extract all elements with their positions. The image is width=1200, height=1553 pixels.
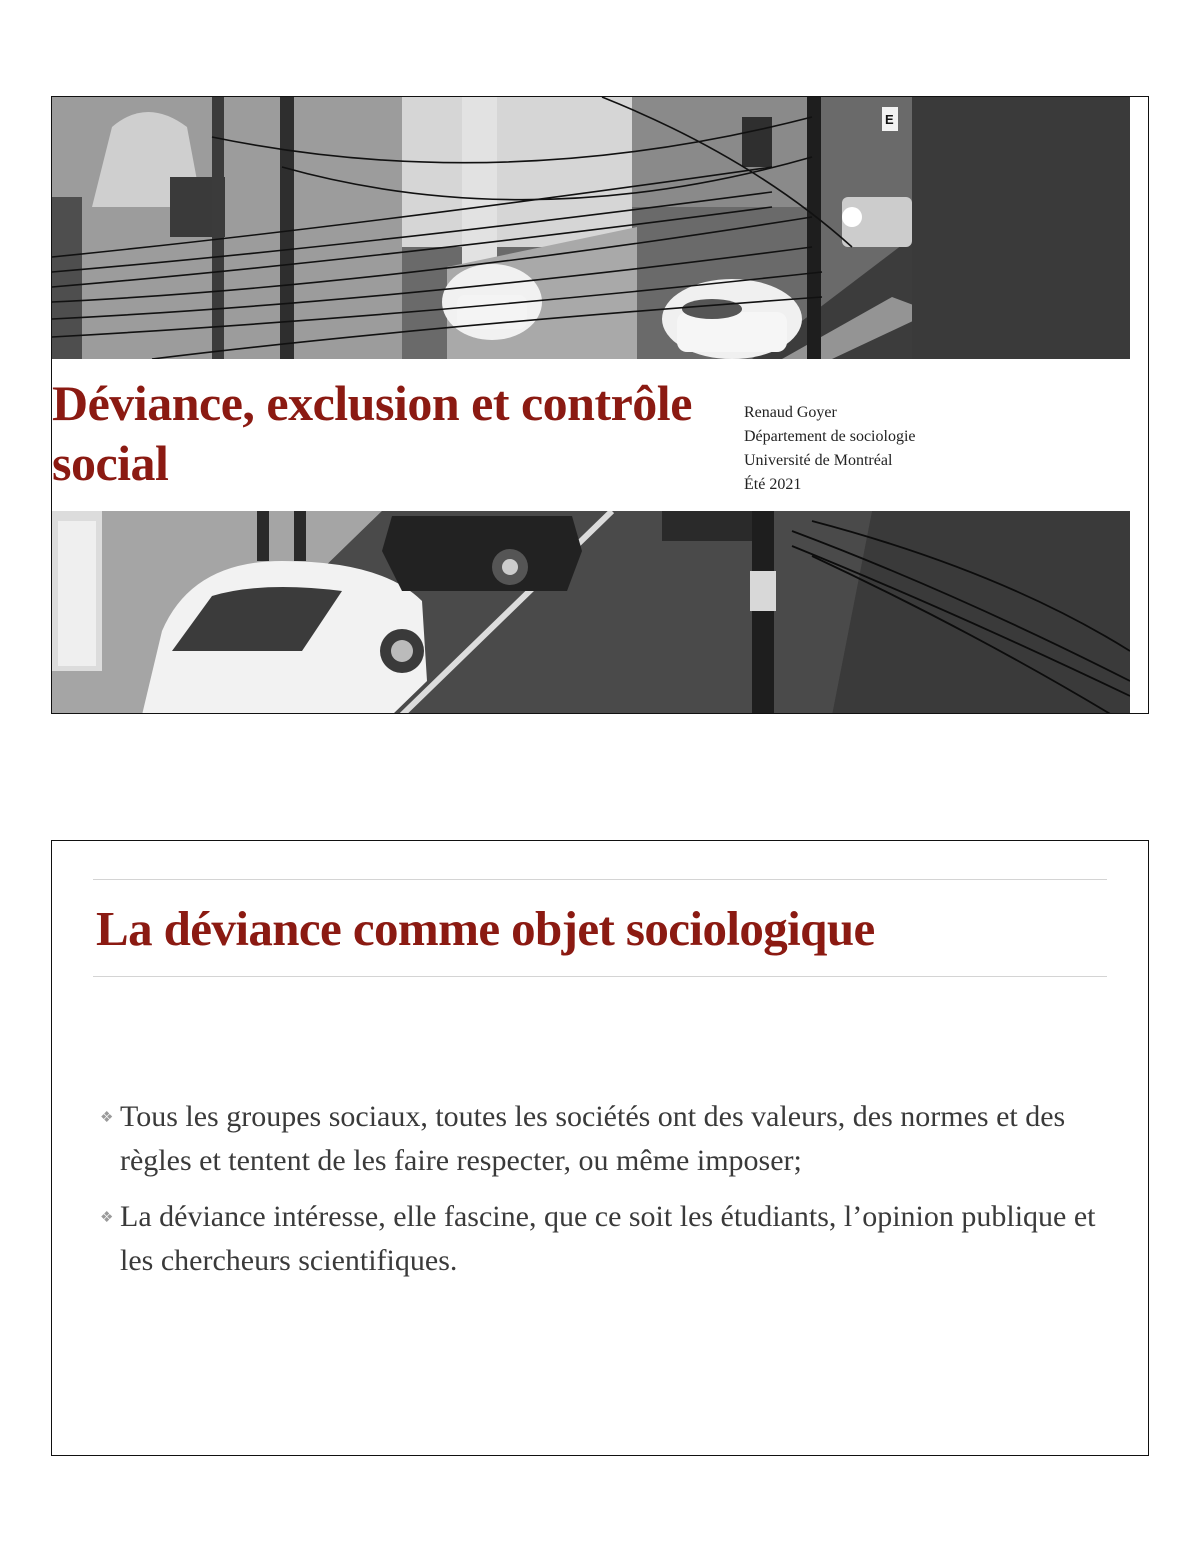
list-item (100, 1095, 1110, 1183)
street-photo-top (52, 97, 1130, 359)
bullet-list (100, 1095, 1110, 1295)
title-band (52, 359, 1130, 511)
presentation-title: Déviance, exclusion et contrôle social (52, 375, 692, 491)
author-university: Université de Montréal (744, 452, 893, 469)
list-item (100, 1195, 1110, 1283)
title-rule-bottom (93, 976, 1107, 977)
bullet-text: Tous les groupes sociaux, toutes les sociétés ont des valeurs, des normes et des règles et tentent de les faire respecter, ou même imposer; (120, 1100, 1066, 1177)
street-photo-bottom (52, 511, 1130, 714)
author-block (744, 401, 916, 497)
diamond-bullet-icon: ❖ (100, 1110, 114, 1126)
title-slide (51, 96, 1149, 714)
content-slide (51, 840, 1149, 1456)
diamond-bullet-icon: ❖ (100, 1210, 114, 1226)
author-name: Renaud Goyer (744, 404, 837, 421)
bullet-text: La déviance intéresse, elle fascine, que ce soit les étudiants, l’opinion publique et les chercheurs scientifiques. (120, 1200, 1096, 1277)
author-department: Département de sociologie (744, 428, 916, 445)
street-sign-label: E (885, 112, 894, 127)
title-rule-top (93, 879, 1107, 880)
course-term: Été 2021 (744, 476, 802, 493)
slide-title: La déviance comme objet sociologique (96, 901, 875, 956)
